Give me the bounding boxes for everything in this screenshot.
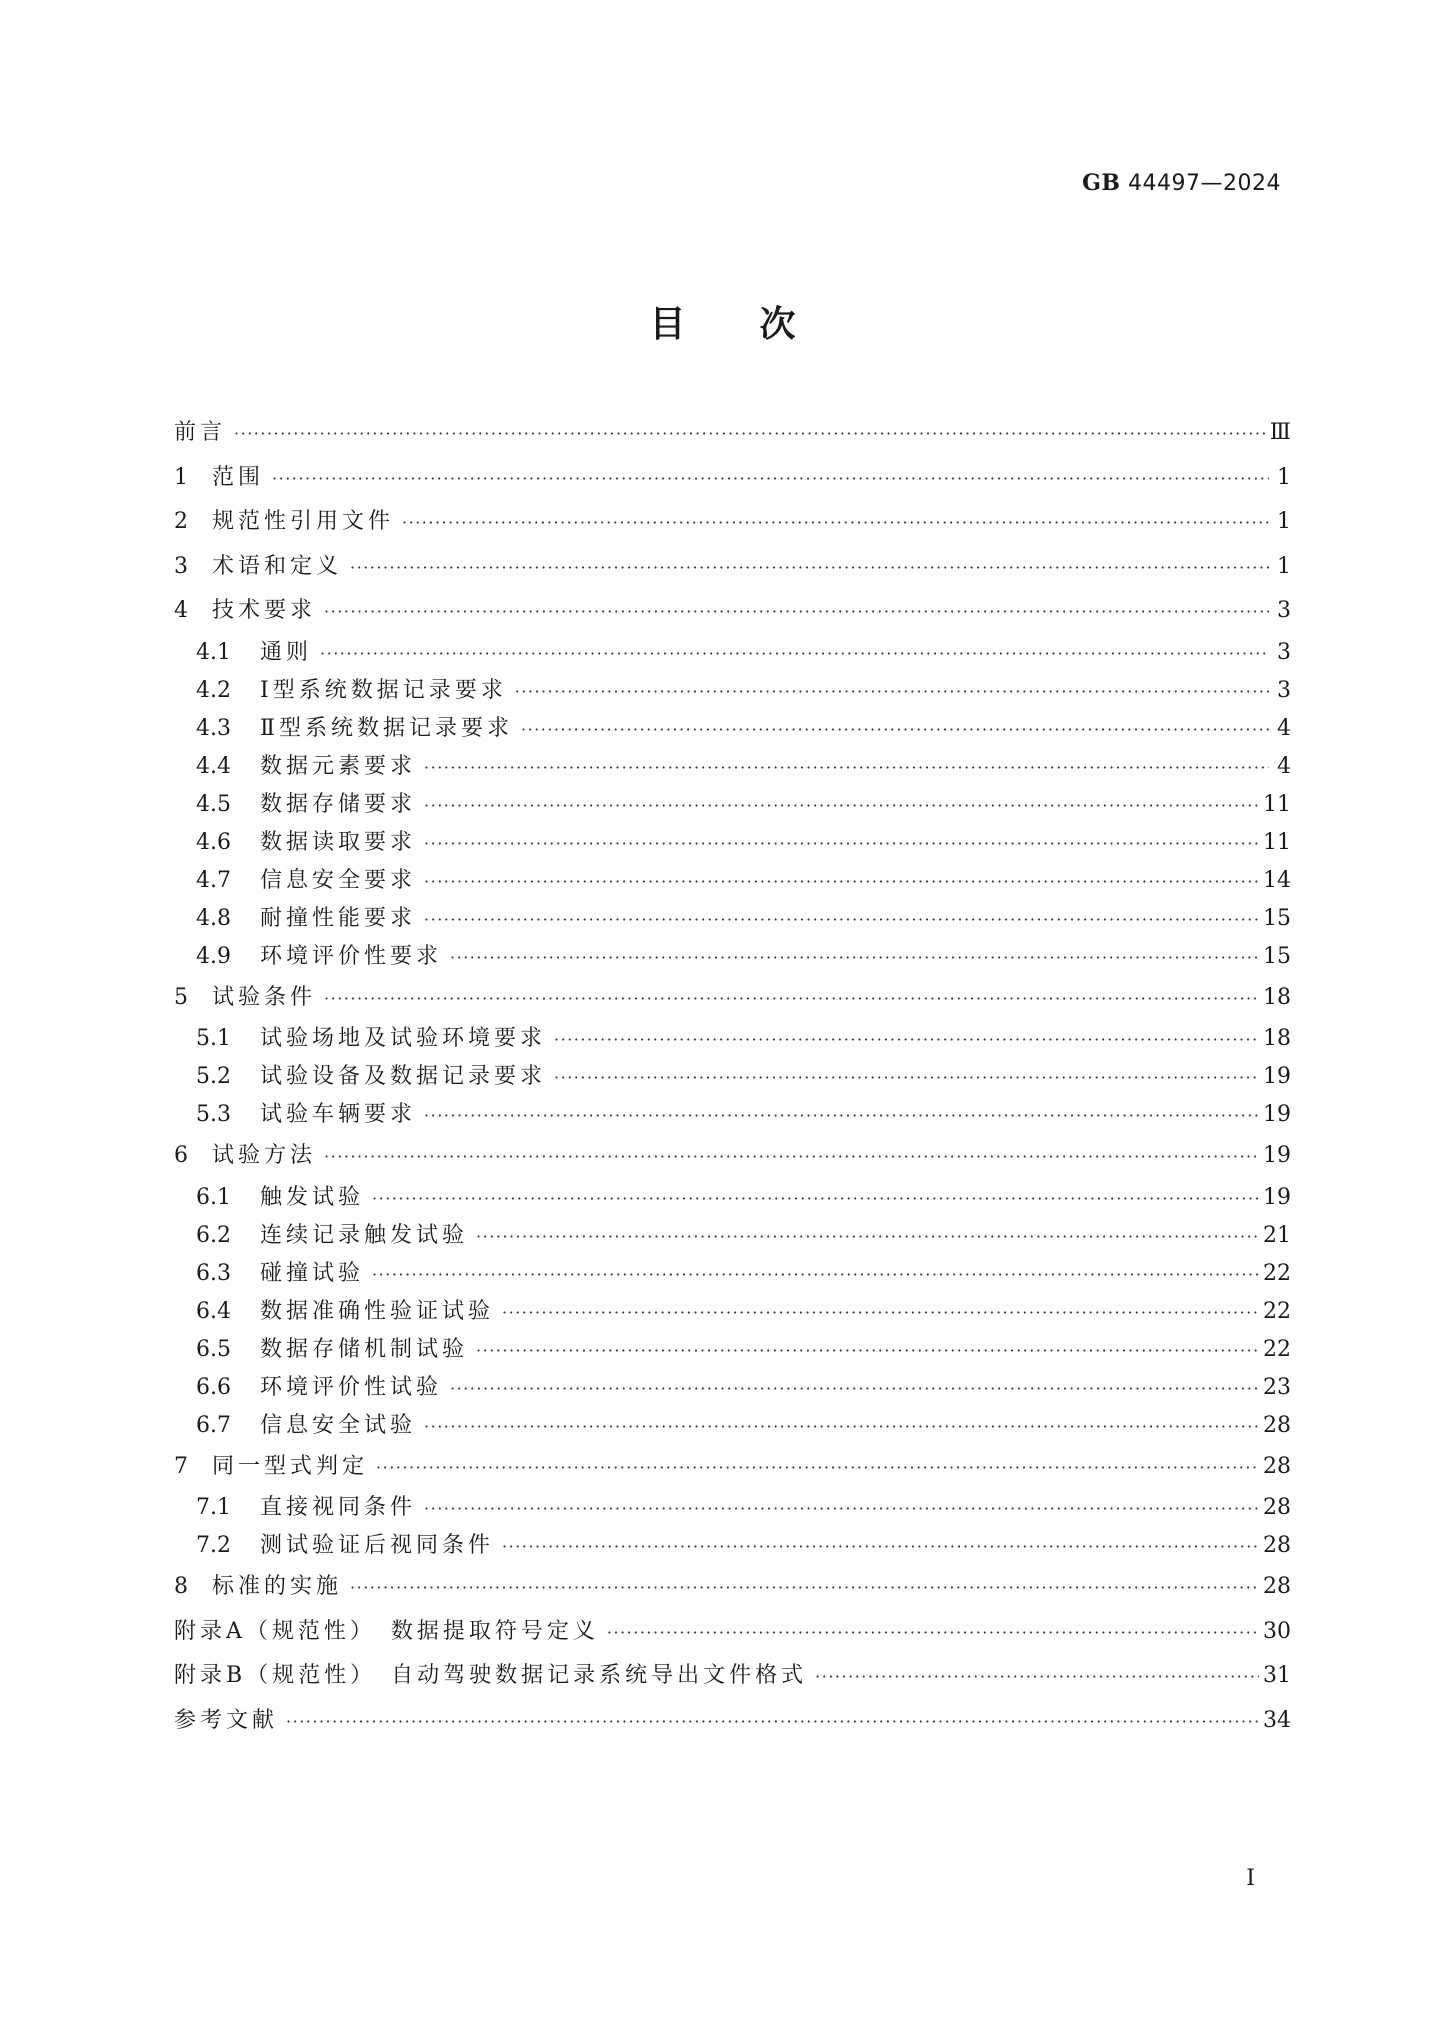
toc-entry-label: 附录B（规范性） 自动驾驶数据记录系统导出文件格式: [174, 1663, 808, 1688]
toc-entry[interactable]: [174, 411, 1291, 456]
toc-entry-number: 4.4: [196, 753, 231, 779]
toc-entry[interactable]: [174, 1489, 1291, 1527]
toc-dot-leader: [424, 749, 1269, 787]
toc-dot-leader: [372, 1256, 1259, 1294]
toc-entry-page: 28: [1263, 1533, 1291, 1558]
toc-entry-label: 范围: [212, 464, 265, 490]
toc-entry-page: 22: [1263, 1336, 1291, 1362]
toc-dot-leader: [554, 1059, 1259, 1097]
toc-entry-page: 11: [1263, 829, 1291, 855]
toc-entry-label: 规范性引用文件: [212, 509, 395, 534]
toc-entry-number: 5.3: [196, 1102, 231, 1127]
toc-dot-leader: [476, 1218, 1259, 1256]
toc-entry-label: Ⅱ型系统数据记录要求: [260, 715, 513, 741]
toc-dot-leader: [607, 1611, 1259, 1656]
toc-entry[interactable]: [174, 1654, 1291, 1699]
toc-entry-page: 28: [1263, 1495, 1291, 1520]
toc-dot-leader: [424, 1490, 1259, 1528]
toc-dot-leader: [502, 1528, 1259, 1566]
toc-entry[interactable]: [174, 1610, 1291, 1655]
toc-entry-page: 15: [1263, 943, 1291, 969]
standard-prefix: GB: [1082, 170, 1121, 196]
toc-dot-leader: [350, 1566, 1259, 1611]
toc-entry-page: 19: [1263, 1102, 1291, 1127]
toc-entry-page: 28: [1263, 1574, 1291, 1599]
toc-entry-page: 22: [1263, 1260, 1291, 1286]
toc-entry-page: 30: [1263, 1618, 1291, 1644]
toc-entry[interactable]: [174, 1407, 1291, 1445]
toc-dot-leader: [376, 1446, 1259, 1491]
toc-dot-leader: [320, 635, 1269, 673]
toc-dot-leader: [234, 412, 1266, 457]
toc-dot-leader: [502, 1294, 1259, 1332]
toc-entry[interactable]: [174, 1255, 1291, 1293]
toc-entry-page: 34: [1263, 1707, 1291, 1733]
toc-entry-number: 6.2: [196, 1222, 231, 1248]
toc-entry-page: 18: [1263, 1026, 1291, 1051]
toc-entry-page: 3: [1277, 677, 1291, 703]
toc-entry-label: 数据读取要求: [260, 829, 417, 855]
toc-entry-label: 标准的实施: [212, 1574, 343, 1599]
toc-entry-label: 信息安全试验: [260, 1412, 417, 1438]
toc-entry-page: 19: [1263, 1064, 1291, 1089]
toc-dot-leader: [372, 1180, 1259, 1218]
toc-entry-number: 4.2: [196, 677, 231, 703]
toc-entry-number: 6.1: [196, 1184, 231, 1210]
toc-entry-label: 耐撞性能要求: [260, 905, 417, 931]
toc-entry-label: 触发试验: [260, 1184, 365, 1210]
toc-entry-label: 试验车辆要求: [260, 1102, 417, 1127]
toc-entry[interactable]: [174, 786, 1291, 824]
toc-entry-label: 数据元素要求: [260, 753, 417, 779]
toc-entry[interactable]: [174, 456, 1291, 501]
toc-entry-number: 6: [174, 1143, 188, 1168]
toc-entry-page: 19: [1263, 1184, 1291, 1210]
toc-entry-page: 11: [1263, 791, 1291, 817]
toc-entry-number: 1: [174, 464, 188, 490]
toc-entry-number: 7: [174, 1453, 188, 1479]
toc-entry-label: 环境评价性试验: [260, 1374, 443, 1400]
toc-entry-page: 22: [1263, 1298, 1291, 1324]
toc-entry-label: 连续记录触发试验: [260, 1222, 469, 1248]
standard-number: 44497—2024: [1128, 171, 1281, 196]
toc-entry-page: 28: [1263, 1412, 1291, 1438]
toc-dot-leader: [521, 711, 1269, 749]
toc-entry-label: 附录A（规范性） 数据提取符号定义: [174, 1618, 599, 1644]
toc-entry-number: 6.5: [196, 1336, 231, 1362]
toc-entry-number: 4.1: [196, 639, 231, 665]
toc-dot-leader: [424, 863, 1259, 901]
toc-entry[interactable]: [174, 1217, 1291, 1255]
toc-entry-number: 4.3: [196, 715, 231, 741]
toc-entry[interactable]: [174, 1293, 1291, 1331]
toc-entry-page: 14: [1263, 867, 1291, 893]
toc-entry[interactable]: [174, 1179, 1291, 1217]
toc-entry-page: 18: [1263, 984, 1291, 1010]
toc-entry-label: 通则: [260, 639, 313, 665]
toc-dot-leader: [424, 787, 1259, 825]
toc-dot-leader: [286, 1700, 1259, 1745]
toc-entry-label: 测试验证后视同条件: [260, 1533, 495, 1558]
toc-entry-label: 参考文献: [174, 1707, 279, 1733]
toc-entry-number: 2: [174, 509, 188, 534]
toc-dot-leader: [424, 1408, 1259, 1446]
table-of-contents: [174, 411, 1291, 1743]
toc-entry-number: 6.7: [196, 1412, 231, 1438]
toc-entry-label: 信息安全要求: [260, 867, 417, 893]
toc-entry-page: 3: [1277, 639, 1291, 665]
toc-entry-label: 技术要求: [212, 598, 317, 623]
toc-entry-number: 4.8: [196, 905, 231, 931]
toc-entry-number: 5: [174, 984, 188, 1010]
toc-entry-number: 4.6: [196, 829, 231, 855]
toc-entry[interactable]: [174, 1020, 1291, 1058]
toc-entry-label: 试验设备及数据记录要求: [260, 1064, 547, 1089]
toc-dot-leader: [324, 590, 1269, 635]
toc-entry-number: 7.2: [196, 1533, 231, 1558]
toc-entry[interactable]: [174, 976, 1291, 1021]
toc-entry-label: 直接视同条件: [260, 1495, 417, 1520]
page-number: Ⅰ: [1246, 1866, 1255, 1891]
toc-dot-leader: [424, 825, 1259, 863]
toc-entry-number: 3: [174, 553, 188, 579]
toc-entry-label: 数据准确性验证试验: [260, 1298, 495, 1324]
toc-dot-leader: [815, 1655, 1259, 1700]
toc-entry-label: 数据存储机制试验: [260, 1336, 469, 1362]
toc-entry[interactable]: [174, 1369, 1291, 1407]
toc-entry-number: 4.7: [196, 867, 231, 893]
toc-entry-label: 术语和定义: [212, 553, 343, 579]
toc-entry-page: 4: [1277, 753, 1291, 779]
toc-entry[interactable]: [174, 900, 1291, 938]
toc-entry[interactable]: [174, 1445, 1291, 1490]
toc-entry[interactable]: [174, 589, 1291, 634]
toc-dot-leader: [515, 673, 1269, 711]
toc-entry-number: 6.4: [196, 1298, 231, 1324]
toc-entry-label: 前言: [174, 420, 227, 445]
toc-entry-number: 4.9: [196, 943, 231, 969]
toc-dot-leader: [402, 501, 1269, 546]
toc-dot-leader: [450, 1370, 1259, 1408]
toc-entry-page: 1: [1277, 464, 1291, 490]
toc-entry-number: 5.1: [196, 1026, 231, 1051]
toc-entry-number: 4: [174, 598, 188, 623]
toc-entry[interactable]: [174, 672, 1291, 710]
toc-entry-number: 6.3: [196, 1260, 231, 1286]
toc-entry-page: 3: [1277, 598, 1291, 623]
toc-dot-leader: [424, 1097, 1259, 1135]
toc-entry-page: 1: [1277, 553, 1291, 579]
toc-entry[interactable]: [174, 748, 1291, 786]
toc-entry-number: 6.6: [196, 1374, 231, 1400]
toc-entry-page: 1: [1277, 509, 1291, 534]
toc-dot-leader: [324, 977, 1259, 1022]
toc-dot-leader: [424, 901, 1259, 939]
toc-entry[interactable]: [174, 1527, 1291, 1565]
toc-entry[interactable]: [174, 1096, 1291, 1134]
toc-entry-number: 5.2: [196, 1064, 231, 1089]
toc-dot-leader: [554, 1021, 1259, 1059]
toc-entry[interactable]: [174, 1058, 1291, 1096]
toc-entry[interactable]: [174, 710, 1291, 748]
toc-entry-page: 15: [1263, 905, 1291, 931]
toc-entry-number: 4.5: [196, 791, 231, 817]
toc-entry-label: 数据存储要求: [260, 791, 417, 817]
toc-entry-page: 21: [1263, 1222, 1291, 1248]
toc-entry-number: 7.1: [196, 1495, 231, 1520]
toc-entry-label: 碰撞试验: [260, 1260, 365, 1286]
toc-entry[interactable]: [174, 1565, 1291, 1610]
toc-entry[interactable]: [174, 545, 1291, 590]
toc-dot-leader: [350, 546, 1269, 591]
toc-entry-page: 4: [1277, 715, 1291, 741]
toc-entry-label: 同一型式判定: [212, 1453, 369, 1479]
toc-entry[interactable]: [174, 1331, 1291, 1369]
toc-entry-label: Ⅰ型系统数据记录要求: [260, 677, 507, 703]
toc-dot-leader: [324, 1135, 1259, 1180]
toc-entry-page: 19: [1263, 1143, 1291, 1168]
toc-dot-leader: [476, 1332, 1259, 1370]
toc-entry-label: 试验方法: [212, 1143, 317, 1168]
toc-entry-page: 31: [1263, 1663, 1291, 1688]
toc-entry-label: 试验场地及试验环境要求: [260, 1026, 547, 1051]
toc-entry[interactable]: [174, 500, 1291, 545]
toc-dot-leader: [450, 939, 1259, 977]
toc-entry-number: 8: [174, 1574, 188, 1599]
toc-entry[interactable]: [174, 634, 1291, 672]
toc-entry[interactable]: [174, 824, 1291, 862]
toc-entry-page: 23: [1263, 1374, 1291, 1400]
toc-entry[interactable]: [174, 938, 1291, 976]
toc-entry[interactable]: [174, 1134, 1291, 1179]
standard-code: [1082, 170, 1281, 196]
toc-entry-label: 试验条件: [212, 984, 317, 1010]
toc-entry-page: Ⅲ: [1269, 420, 1291, 445]
toc-entry[interactable]: [174, 1699, 1291, 1744]
toc-entry-page: 28: [1263, 1453, 1291, 1479]
page-title: 目次: [649, 304, 870, 345]
toc-entry-label: 环境评价性要求: [260, 943, 443, 969]
toc-dot-leader: [272, 457, 1269, 502]
toc-entry[interactable]: [174, 862, 1291, 900]
